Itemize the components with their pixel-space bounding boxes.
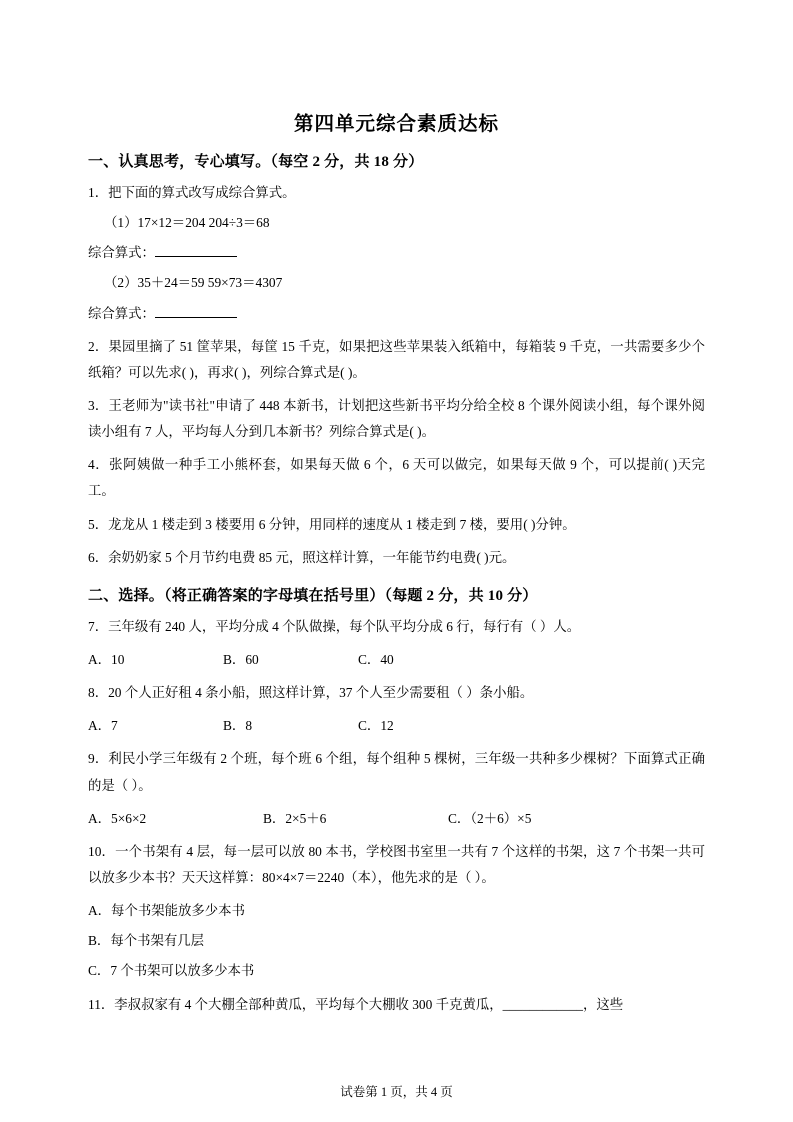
answer-blank-1[interactable] [155,256,237,257]
question-5: 5．龙龙从 1 楼走到 3 楼要用 6 分钟，用同样的速度从 1 楼走到 7 楼，要用( )分钟。 [88,516,576,532]
answer-label-1: 综合算式： [88,245,155,261]
option-9-b[interactable]: B．2×5＋6 [263,810,327,826]
question-3: 3．王老师为"读书社"申请了 448 本新书，计划把这些新书平均分给全校 8 个课外阅读小组，每个课外阅读小组有 7 人，平均每人分到几本新书？列综合算式是( )。 [88,397,705,440]
question-7: 7．三年级有 240 人，平均分成 4 个队做操，每个队平均分成 6 行，每行有（ ）人。 [88,618,581,634]
option-8-b[interactable]: B．8 [223,718,253,734]
question-7-options [88,647,705,673]
question-2: 2．果园里摘了 51 筐苹果，每筐 15 千克，如果把这些苹果装入纸箱中，每箱装 9 千克，一共需要多少个纸箱？可以先求( )，再求( )，列综合算式是( )。 [88,338,705,380]
question-1: 1．把下面的算式改写成综合算式。 [88,185,296,200]
option-7-a[interactable]: A．10 [88,651,125,667]
answer-blank-2[interactable] [155,317,237,318]
question-8-options [88,713,705,739]
section-heading-2: 二、选择。（将正确答案的字母填在括号里）（每题 2 分，共 10 分） [88,587,538,604]
option-9-c[interactable]: C．（2＋6）×5 [448,810,532,826]
option-8-c[interactable]: C．12 [358,718,394,734]
question-1-part-1: （1）17×12＝204 204÷3＝68 [104,215,270,231]
question-1-answer-line-1 [88,240,705,266]
option-10-a[interactable]: A．每个书架能放多少本书 [88,903,245,919]
question-6: 6．余奶奶家 5 个月节约电费 85 元，照这样计算，一年能节约电费( )元。 [88,549,516,565]
page-title: 第四单元综合素质达标 [293,114,499,135]
question-10: 10．一个书架有 4 层，每一层可以放 80 本书，学校图书室里一共有 7 个这样的书架，这 7 个书架一共可以放多少本书？天天这样算：80×4×7＝2240（本），他先求的是（ ）。 [88,843,705,885]
question-9-options [88,806,705,832]
option-10-c[interactable]: C．7 个书架可以放多少本书 [88,963,255,979]
option-10-b[interactable]: B．每个书架有几层 [88,933,205,949]
page-footer: 试卷第 1 页，共 4 页 [340,1085,453,1099]
option-7-b[interactable]: B．60 [223,651,259,667]
question-9: 9．利民小学三年级有 2 个班，每个班 6 个组，每个组种 5 棵树，三年级一共种多少棵树？下面算式正确的是（ ）。 [88,751,705,793]
section-heading-1: 一、认真思考，专心填写。（每空 2 分，共 18 分） [88,154,424,170]
option-7-c[interactable]: C．40 [358,651,394,667]
option-9-a[interactable]: A．5×6×2 [88,810,147,826]
question-11: 11．李叔叔家有 4 个大棚全部种黄瓜，平均每个大棚收 300 千克黄瓜，____________，这些 [88,996,624,1012]
question-4: 4．张阿姨做一种手工小熊杯套，如果每天做 6 个，6 天可以做完，如果每天做 9 个，可以提前( )天完工。 [88,457,705,499]
option-8-a[interactable]: A．7 [88,718,118,734]
question-1-answer-line-2 [88,301,705,327]
question-1-part-2: （2）35＋24＝59 59×73＝4307 [104,275,283,291]
answer-label-2: 综合算式： [88,305,155,321]
question-8: 8．20 个人正好租 4 条小船，照这样计算，37 个人至少需要租（ ）条小船。 [88,685,534,701]
